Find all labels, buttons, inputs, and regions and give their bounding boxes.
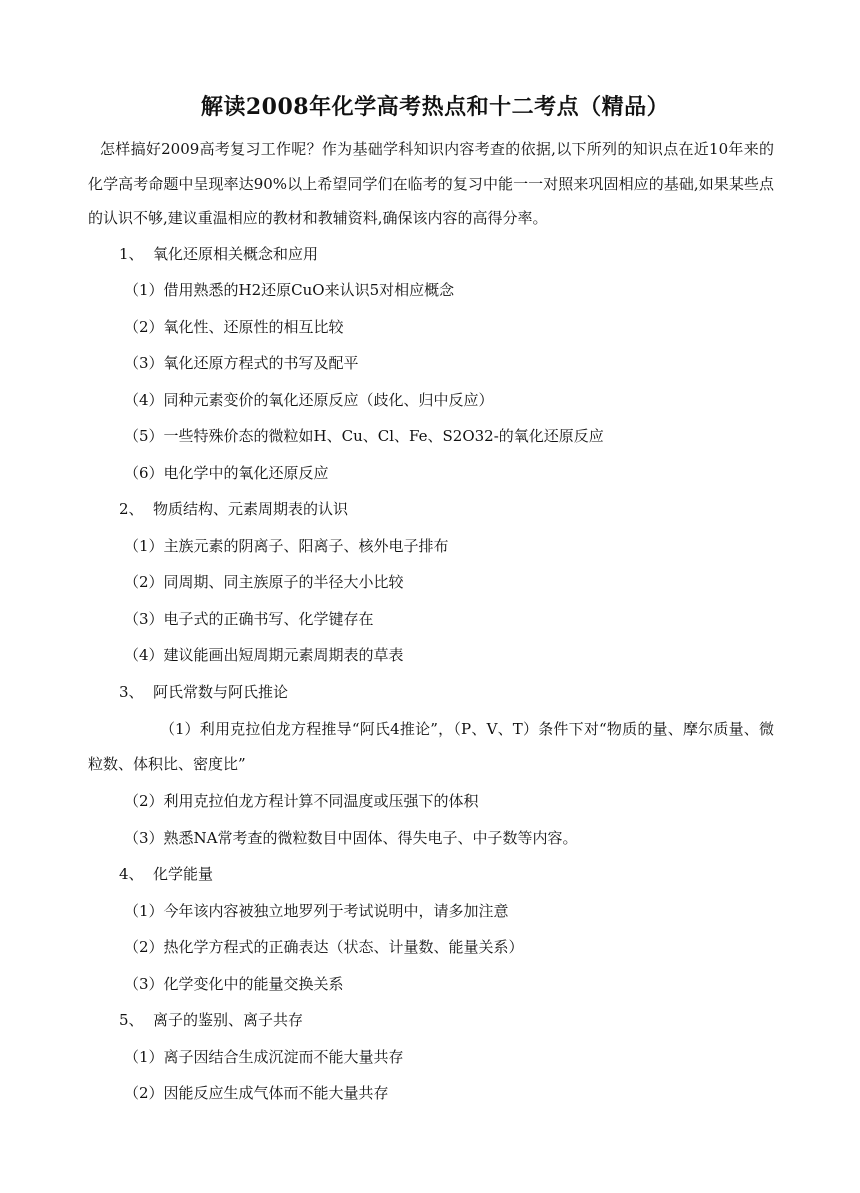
item-number: （1） [124, 536, 164, 555]
item-text: 利用克拉伯龙方程计算不同温度或压强下的体积 [163, 792, 479, 810]
item-text: 一些特殊价态的微粒如H、Cu、Cl、Fe、S2O32-的氧化还原反应 [163, 427, 604, 445]
item-text: 熟悉NA常考查的微粒数目中固体、得失电子、中子数等内容。 [163, 828, 578, 847]
item-number: （1） [124, 281, 164, 299]
list-item [88, 929, 774, 966]
list-item [88, 966, 774, 1003]
item-text: 主族元素的阴离子、阳离子、核外电子排布 [163, 536, 449, 555]
item-text: 借用熟悉的H2还原CuO来认识5对相应概念 [163, 281, 455, 299]
item-number: （2） [124, 1084, 164, 1102]
list-item [88, 382, 774, 419]
list-item [88, 783, 774, 820]
section-heading [88, 491, 774, 528]
item-text: 利用克拉伯龙方程推导“阿氏4推论”，（P、V、T）条件下对“物质的量、摩尔质量、微粒数、体积比、密度比” [88, 720, 774, 773]
item-number: （3） [124, 974, 164, 993]
item-number: （2） [124, 317, 164, 336]
item-number: （1） [124, 901, 164, 920]
list-item [88, 1075, 774, 1112]
item-text: 化学变化中的能量交换关系 [163, 974, 344, 993]
section-heading-text: 物质结构、元素周期表的认识 [153, 500, 349, 518]
item-number: （3） [124, 354, 164, 372]
section-heading [88, 236, 774, 273]
section-heading [88, 856, 774, 893]
item-text: 同种元素变价的氧化还原反应（歧化、归中反应） [163, 390, 494, 409]
document-title: 解读2008年化学高考热点和十二考点（精品） [200, 94, 670, 120]
item-number: （2） [124, 938, 164, 956]
section-heading-text: 阿氏常数与阿氏推论 [153, 682, 289, 701]
section-number: 3、 [119, 682, 144, 701]
list-item [88, 564, 774, 601]
item-number: （2） [124, 573, 164, 591]
item-number: （6） [124, 463, 164, 482]
section-heading-text: 氧化还原相关概念和应用 [153, 244, 319, 263]
section-number: 2、 [119, 500, 144, 518]
list-item [88, 455, 774, 492]
list-item [88, 1039, 774, 1076]
list-item [88, 309, 774, 346]
section-number: 1、 [119, 244, 144, 263]
intro-paragraph: 怎样搞好2009高考复习工作呢？作为基础学科知识内容考查的依据,以下所列的知识点在近10年来的化学高考命题中呈现率达90%以上希望同学们在临考的复习中能一一对照来巩固相应的基础,如果某些点的认识不够,建议重温相应的教材和教辅资料,确保该内容的高得分率。 [88, 140, 774, 227]
list-item [88, 528, 774, 565]
item-text: 同周期、同主族原子的半径大小比较 [163, 573, 404, 591]
item-text: 热化学方程式的正确表达（状态、计量数、能量关系） [163, 938, 524, 956]
list-item [88, 418, 774, 455]
list-item [88, 272, 774, 309]
item-number: （4） [124, 646, 164, 664]
list-item [88, 345, 774, 382]
item-text: 建议能画出短周期元素周期表的草表 [163, 646, 404, 664]
section-heading-text: 化学能量 [153, 865, 214, 883]
section-number: 4、 [119, 865, 144, 883]
item-text: 氧化还原方程式的书写及配平 [163, 354, 359, 372]
item-number: （1） [124, 1047, 164, 1066]
item-number: （4） [124, 390, 164, 409]
list-item [88, 712, 774, 781]
item-text: 离子因结合生成沉淀而不能大量共存 [163, 1047, 404, 1066]
item-number: （5） [124, 427, 164, 445]
list-item [88, 601, 774, 638]
section-heading [88, 1002, 774, 1039]
item-text: 电子式的正确书写、化学键存在 [163, 609, 374, 628]
item-text: 氧化性、还原性的相互比较 [163, 317, 344, 336]
item-text: 今年该内容被独立地罗列于考试说明中，请多加注意 [163, 901, 509, 920]
item-number: （2） [124, 792, 164, 810]
section-number: 5、 [119, 1011, 144, 1029]
list-item [88, 893, 774, 930]
section-heading [88, 674, 774, 711]
section-heading-text: 离子的鉴别、离子共存 [153, 1011, 304, 1029]
list-item [88, 637, 774, 674]
item-number: （1） [160, 720, 200, 738]
list-item [88, 820, 774, 857]
item-text: 因能反应生成气体而不能大量共存 [163, 1084, 389, 1102]
item-text: 电化学中的氧化还原反应 [163, 463, 329, 482]
item-number: （3） [124, 828, 164, 847]
item-number: （3） [124, 609, 164, 628]
